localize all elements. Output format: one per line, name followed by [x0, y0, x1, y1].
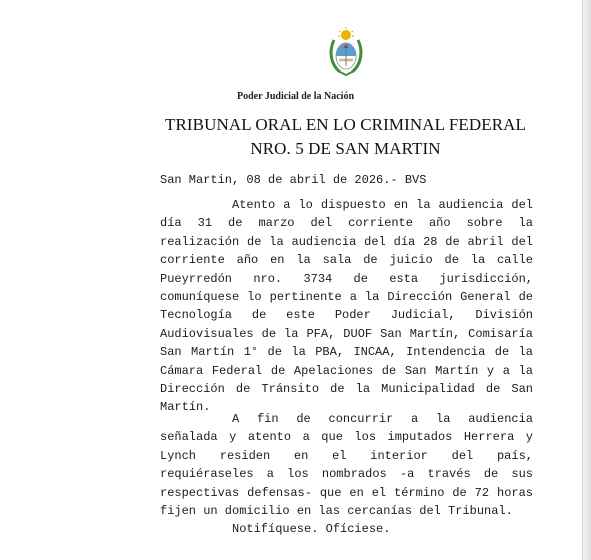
coat-of-arms-seal — [328, 26, 364, 78]
page-edge — [582, 0, 591, 560]
court-title-line-1: TRIBUNAL ORAL EN LO CRIMINAL FEDERAL — [164, 115, 527, 134]
paragraph-communication: Atento a lo dispuesto en la audiencia del día 31 de marzo del corriente año sobre la realización de la audiencia del día 28 de abril del corriente año en la sala de juicio de la calle Pueyrredón nro. 3734 de esta jurisdicción, comuníquese lo pertinente a la Dirección General de Tecnología de este Poder Judicial, División Audiovisuales de la PFA, DUOF San Martín, Comisaría San Martín 1° de la PBA, INCAA, Intendencia de la Cámara Federal de Apelaciones de San Martín y a la Dirección de Tránsito de la Municipalidad de San Martín. — [160, 198, 533, 415]
paragraph-domicile: A fin de concurrir a la audiencia señalada y atento a que los imputados Herrera y Lynch residen en el interior del país, requiéraseles a los nombrados -a través de sus respectivas defensas- que en el término de 72 horas fijen un domicilio en las cercanías del Tribunal. — [160, 412, 533, 519]
closing-line: Notifíquese. Ofíciese. — [232, 522, 391, 536]
institution-heading: Poder Judicial de la Nación — [236, 91, 355, 102]
date-line: San Martin, 08 de abril de 2026.- BVS — [160, 173, 427, 187]
court-title-line-2: NRO. 5 DE SAN MARTIN — [250, 139, 441, 158]
